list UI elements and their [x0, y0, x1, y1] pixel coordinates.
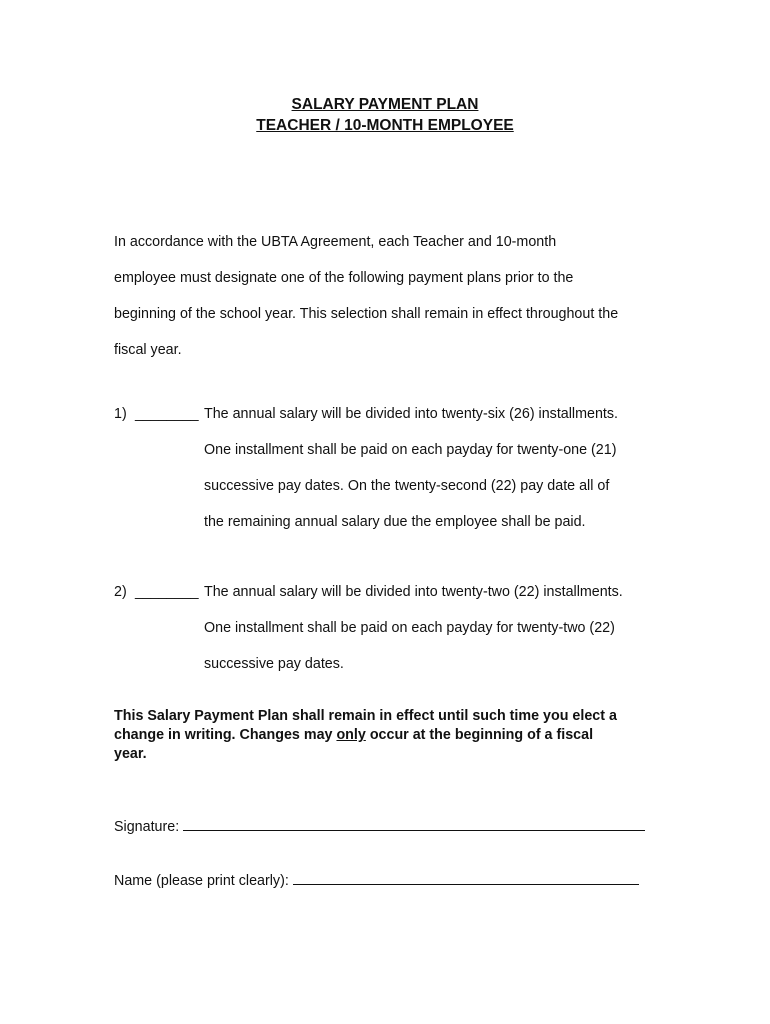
document-title: [0, 94, 770, 136]
option-2-selection-blank[interactable]: ________: [135, 584, 199, 600]
notice-line: [114, 726, 659, 745]
notice-text: change in writing. Changes may: [114, 727, 337, 743]
intro-line: employee must designate one of the following payment plans prior to the: [114, 270, 574, 286]
title-line-1: SALARY PAYMENT PLAN: [291, 96, 479, 113]
signature-label: Signature:: [114, 819, 184, 835]
name-label: Name (please print clearly):: [114, 873, 293, 889]
title-line-2: TEACHER / 10-MONTH EMPLOYEE: [256, 117, 514, 134]
intro-paragraph: [114, 224, 674, 368]
notice-text: occur at the beginning of a fiscal: [365, 727, 594, 743]
option-line: the remaining annual salary due the employee shall be paid.: [204, 514, 586, 530]
option-line: The annual salary will be divided into twenty-six (26) installments.: [204, 406, 619, 422]
option-2-description: [204, 574, 674, 682]
notice-emphasis: only: [336, 727, 366, 743]
option-1-description: [204, 396, 674, 540]
intro-line: In accordance with the UBTA Agreement, each Teacher and 10-month: [114, 234, 557, 250]
option-line: successive pay dates.: [204, 656, 344, 672]
option-number: 1): [114, 406, 127, 422]
intro-line: beginning of the school year. This selection shall remain in effect throughout the: [114, 306, 619, 322]
option-line: One installment shall be paid on each payday for twenty-two (22): [204, 620, 615, 636]
option-number: 2): [114, 584, 127, 600]
name-line[interactable]: [293, 870, 639, 885]
option-line: The annual salary will be divided into twenty-two (22) installments.: [204, 584, 623, 600]
option-line: successive pay dates. On the twenty-second (22) pay date all of: [204, 478, 610, 494]
effect-notice: [114, 707, 659, 764]
signature-line[interactable]: [183, 816, 645, 831]
signature-field: [114, 816, 645, 837]
notice-line: This Salary Payment Plan shall remain in effect until such time you elect a: [114, 708, 617, 724]
intro-line: fiscal year.: [114, 342, 182, 358]
name-field: [114, 870, 639, 891]
notice-line: year.: [114, 746, 147, 762]
option-line: One installment shall be paid on each payday for twenty-one (21): [204, 442, 617, 458]
option-1-selection-blank[interactable]: ________: [135, 406, 199, 422]
